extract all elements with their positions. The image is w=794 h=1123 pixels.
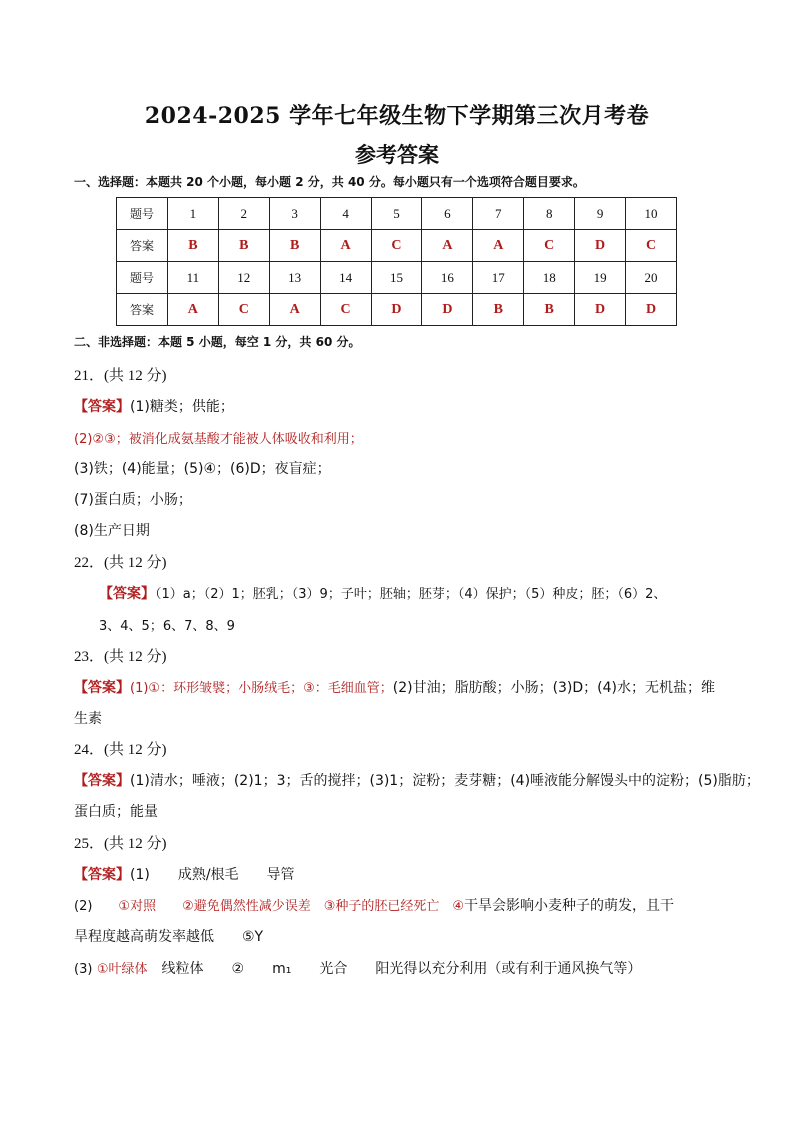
answer-cell: D	[371, 294, 422, 326]
answer-table	[116, 197, 677, 326]
answer-cell: B	[524, 294, 575, 326]
question-number: 16	[422, 262, 473, 294]
answer-cell: D	[626, 294, 677, 326]
question-number: 10	[626, 198, 677, 230]
q22-line-2: 3、4、5；6、7、8、9	[99, 619, 235, 634]
answer-cell: D	[575, 230, 626, 262]
q24-heading: 24．(共 12 分)	[74, 742, 167, 758]
page-title: 2024-2025 学年七年级生物下学期第三次月考卷	[144, 103, 650, 129]
answer-cell: B	[167, 230, 218, 262]
q21-heading: 21．(共 12 分)	[74, 368, 167, 384]
page-subtitle: 参考答案	[355, 142, 439, 167]
answer-tag: 【答案】	[74, 399, 130, 415]
answer-text-red: (1)①：环形皱襞；小肠绒毛；③：毛细血管；	[130, 681, 393, 696]
q25-line-1	[74, 864, 295, 884]
question-number: 3	[269, 198, 320, 230]
question-number: 9	[575, 198, 626, 230]
answer-cell: D	[422, 294, 473, 326]
answer-cell: A	[167, 294, 218, 326]
q23-line-1	[74, 677, 715, 697]
answer-cell: A	[269, 294, 320, 326]
question-number: 2	[218, 198, 269, 230]
q21-line-1	[74, 396, 234, 416]
answer-tag: 【答案】	[74, 680, 130, 696]
question-number: 13	[269, 262, 320, 294]
answer-text-red: ①叶绿体	[96, 962, 148, 977]
question-number: 4	[320, 198, 371, 230]
answer-text: 干旱会影响小麦种子的萌发，且干	[464, 898, 675, 914]
q23-line-2: 生素	[74, 711, 102, 727]
question-number: 12	[218, 262, 269, 294]
q21-line-4: (7)蛋白质；小肠；	[74, 492, 192, 508]
table-row-questions-2	[117, 262, 677, 294]
answer-text: （1）a；（2）1；胚乳；（3）9；子叶；胚轴；胚芽；（4）保护；（5）种皮；胚；（6）2、	[155, 587, 667, 602]
answer-cell: A	[422, 230, 473, 262]
answer-cell: C	[320, 294, 371, 326]
q24-line-2: 蛋白质；能量	[74, 804, 158, 820]
question-number: 1	[167, 198, 218, 230]
q21-line-3: (3)铁；(4)能量；(5)④；(6)D；夜盲症；	[74, 461, 331, 477]
answer-cell: A	[320, 230, 371, 262]
q25-line-4	[74, 958, 641, 978]
answer-cell: C	[371, 230, 422, 262]
q25-line-3: 旱程度越高萌发率越低 ⑤Y	[74, 929, 264, 945]
table-row-answers-2	[117, 294, 677, 326]
q22-line-1	[99, 583, 666, 603]
row-label-question: 题号	[117, 198, 168, 230]
sub-number: (2)	[74, 899, 93, 914]
answer-text: (1) 成熟/根毛 导管	[130, 867, 295, 883]
question-number: 14	[320, 262, 371, 294]
question-number: 18	[524, 262, 575, 294]
question-number: 17	[473, 262, 524, 294]
table-row-answers-1	[117, 230, 677, 262]
sub-number: (3)	[74, 962, 93, 977]
answer-cell: A	[473, 230, 524, 262]
answer-cell: C	[626, 230, 677, 262]
answer-cell: C	[218, 294, 269, 326]
q25-line-2	[74, 895, 674, 915]
section1-heading: 一、选择题：本题共 20 个小题，每小题 2 分，共 40 分。每小题只有一个选项符合题目要求。	[74, 175, 585, 189]
answer-text: (1)清水；唾液；(2)1；3；舌的搅拌；(3)1；淀粉；麦芽糖；(4)唾液能分解馒头中的淀粉；(5)脂肪；	[130, 773, 760, 789]
answer-tag: 【答案】	[74, 773, 130, 789]
question-number: 5	[371, 198, 422, 230]
answer-text: 线粒体 ② m₁ 光合 阳光得以充分利用（或有利于通风换气等）	[147, 961, 642, 977]
section2-heading: 二、非选择题：本题 5 小题，每空 1 分，共 60 分。	[74, 335, 361, 349]
question-number: 19	[575, 262, 626, 294]
question-number: 15	[371, 262, 422, 294]
question-number: 8	[524, 198, 575, 230]
question-number: 20	[626, 262, 677, 294]
q24-line-1	[74, 770, 760, 790]
answer-tag: 【答案】	[99, 586, 155, 602]
row-label-answer: 答案	[117, 294, 168, 326]
answer-cell: B	[473, 294, 524, 326]
question-number: 11	[167, 262, 218, 294]
question-number: 7	[473, 198, 524, 230]
answer-text: (1)糖类；供能；	[130, 399, 234, 415]
answer-cell: B	[269, 230, 320, 262]
answer-text: (2)甘油；脂肪酸；小肠；(3)D；(4)水；无机盐；维	[392, 680, 716, 696]
answer-cell: D	[575, 294, 626, 326]
table-row-questions-1	[117, 198, 677, 230]
answer-text-red: ①对照 ②避免偶然性减少误差 ③种子的胚已经死亡 ④	[92, 899, 465, 914]
q21-line-2: (2)②③；被消化成氨基酸才能被人体吸收和利用；	[74, 432, 363, 447]
q21-line-5: (8)生产日期	[74, 523, 150, 539]
answer-tag: 【答案】	[74, 867, 130, 883]
q23-heading: 23．(共 12 分)	[74, 649, 167, 665]
row-label-question: 题号	[117, 262, 168, 294]
q22-heading: 22．(共 12 分)	[74, 555, 167, 571]
question-number: 6	[422, 198, 473, 230]
answer-cell: C	[524, 230, 575, 262]
answer-cell: B	[218, 230, 269, 262]
row-label-answer: 答案	[117, 230, 168, 262]
q25-heading: 25．(共 12 分)	[74, 836, 167, 852]
